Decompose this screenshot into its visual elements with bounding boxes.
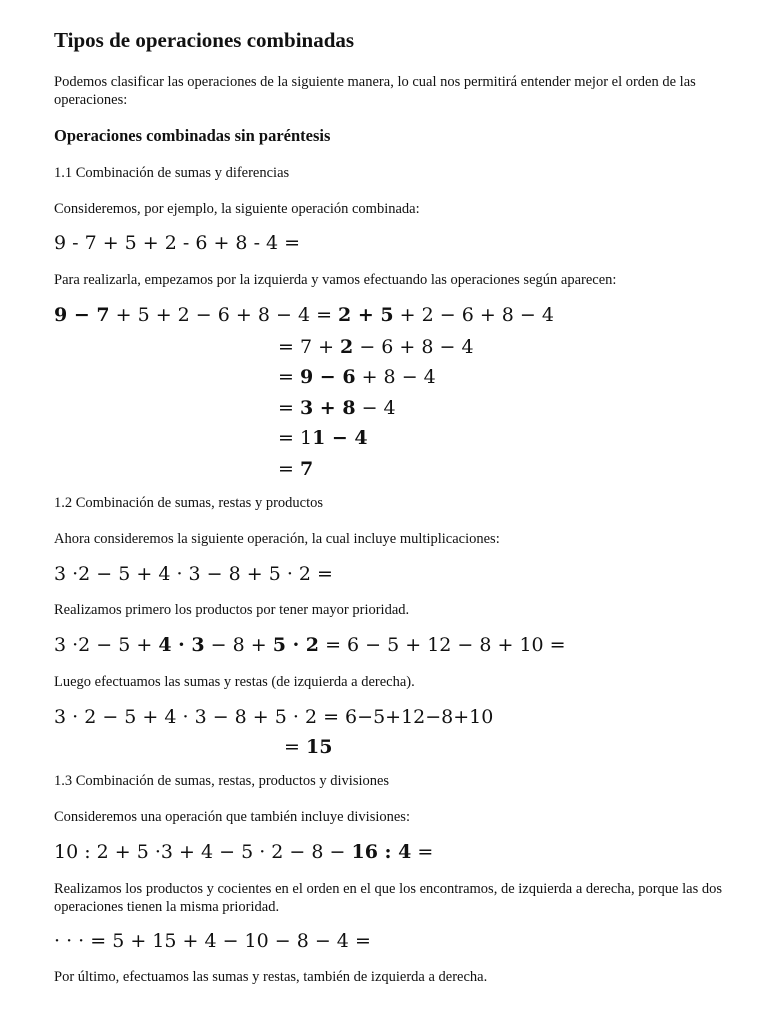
section-1-3-paragraph-2: Realizamos los productos y cocientes en el orden en el que los encontramos, de izquierda a derecha, porque las dos operaciones tienen la misma prioridad. [54, 881, 722, 915]
section-title: Operaciones combinadas sin paréntesis [54, 126, 331, 145]
equation-1-2-result [284, 735, 332, 759]
equation-1-1-step-3 [278, 365, 436, 389]
eq-term: = 7 + [278, 336, 341, 358]
eq-bold-term: 9 − 7 [54, 304, 110, 326]
eq-term: = 1 [278, 427, 313, 449]
section-1-2-paragraph-1: Ahora consideremos la siguiente operación, la cual incluye multiplicaciones: [54, 531, 500, 547]
eq-term: + 2 − 6 + 8 − 4 [393, 304, 554, 326]
equation-1-2-sums: 3 · 2 − 5 + 4 · 3 − 8 + 5 · 2 = 6−5+12−8+10 [54, 706, 494, 728]
equation-1-2-products [54, 633, 566, 657]
section-1-1-paragraph-2: Para realizarla, empezamos por la izquierda y vamos efectuando las operaciones según aparecen: [54, 272, 617, 288]
section-1-3-paragraph-3: Por último, efectuamos las sumas y restas, también de izquierda a derecha. [54, 969, 488, 985]
eq-bold-term: 4 · 3 [158, 634, 205, 656]
eq-bold-term: 2 [340, 336, 354, 358]
page-title: Tipos de operaciones combinadas [54, 28, 355, 52]
eq-term: = [278, 458, 300, 480]
section-1-1-paragraph-1: Consideremos, por ejemplo, la siguiente operación combinada: [54, 201, 420, 217]
eq-term: 3 ·2 − 5 + [54, 634, 159, 656]
eq-bold-term: 16 : 4 [351, 841, 412, 863]
eq-term: − 6 + 8 − 4 [353, 336, 474, 358]
eq-bold-term: 2 + 5 [338, 304, 394, 326]
equation-1-2: 3 ·2 − 5 + 4 · 3 − 8 + 5 · 2 = [54, 563, 333, 585]
equation-1-1-result [278, 457, 313, 481]
section-1-2-paragraph-3: Luego efectuamos las sumas y restas (de izquierda a derecha). [54, 674, 415, 690]
eq-term: + 8 − 4 [355, 366, 436, 388]
section-1-3-paragraph-1: Consideremos una operación que también incluye divisiones: [54, 809, 410, 825]
intro-paragraph: Podemos clasificar las operaciones de la siguiente manera, lo cual nos permitirá entender mejor el orden de las operaciones: [54, 74, 696, 108]
equation-1-1-step-4 [278, 396, 396, 420]
eq-bold-term: 9 − 6 [299, 366, 356, 388]
eq-term: − 8 + [204, 634, 273, 656]
eq-term: = [284, 736, 306, 758]
equation-1-1-step-5 [278, 426, 368, 450]
eq-term: = 6 − 5 + 12 − 8 + 10 = [319, 634, 566, 656]
eq-term: + 5 + 2 − 6 + 8 − 4 = [109, 304, 339, 326]
equation-1-3 [54, 840, 433, 864]
section-1-3-heading: 1.3 Combinación de sumas, restas, productos y divisiones [54, 773, 390, 789]
eq-bold-term: 5 · 2 [272, 634, 320, 656]
eq-term: = [278, 397, 300, 419]
eq-bold-term: 1 − 4 [312, 427, 368, 449]
section-1-2-heading: 1.2 Combinación de sumas, restas y productos [54, 495, 324, 511]
equation-1-1-step-2 [278, 335, 474, 359]
equation-1-1-step-1 [54, 303, 554, 327]
section-1-1-heading: 1.1 Combinación de sumas y diferencias [54, 165, 290, 181]
eq-term: = [278, 366, 300, 388]
equation-1-3-step: · · · = 5 + 15 + 4 − 10 − 8 − 4 = [54, 930, 371, 952]
equation-1-1: 9 - 7 + 5 + 2 - 6 + 8 - 4 = [54, 232, 301, 254]
eq-term: = [411, 841, 434, 863]
eq-bold-term: 3 + 8 [299, 397, 356, 419]
eq-bold-term: 7 [299, 458, 314, 480]
section-1-2-paragraph-2: Realizamos primero los productos por tener mayor prioridad. [54, 602, 410, 618]
eq-term: 10 : 2 + 5 ·3 + 4 − 5 · 2 − 8 − [54, 841, 352, 863]
eq-term: − 4 [355, 397, 396, 419]
eq-bold-term: 15 [305, 736, 333, 758]
